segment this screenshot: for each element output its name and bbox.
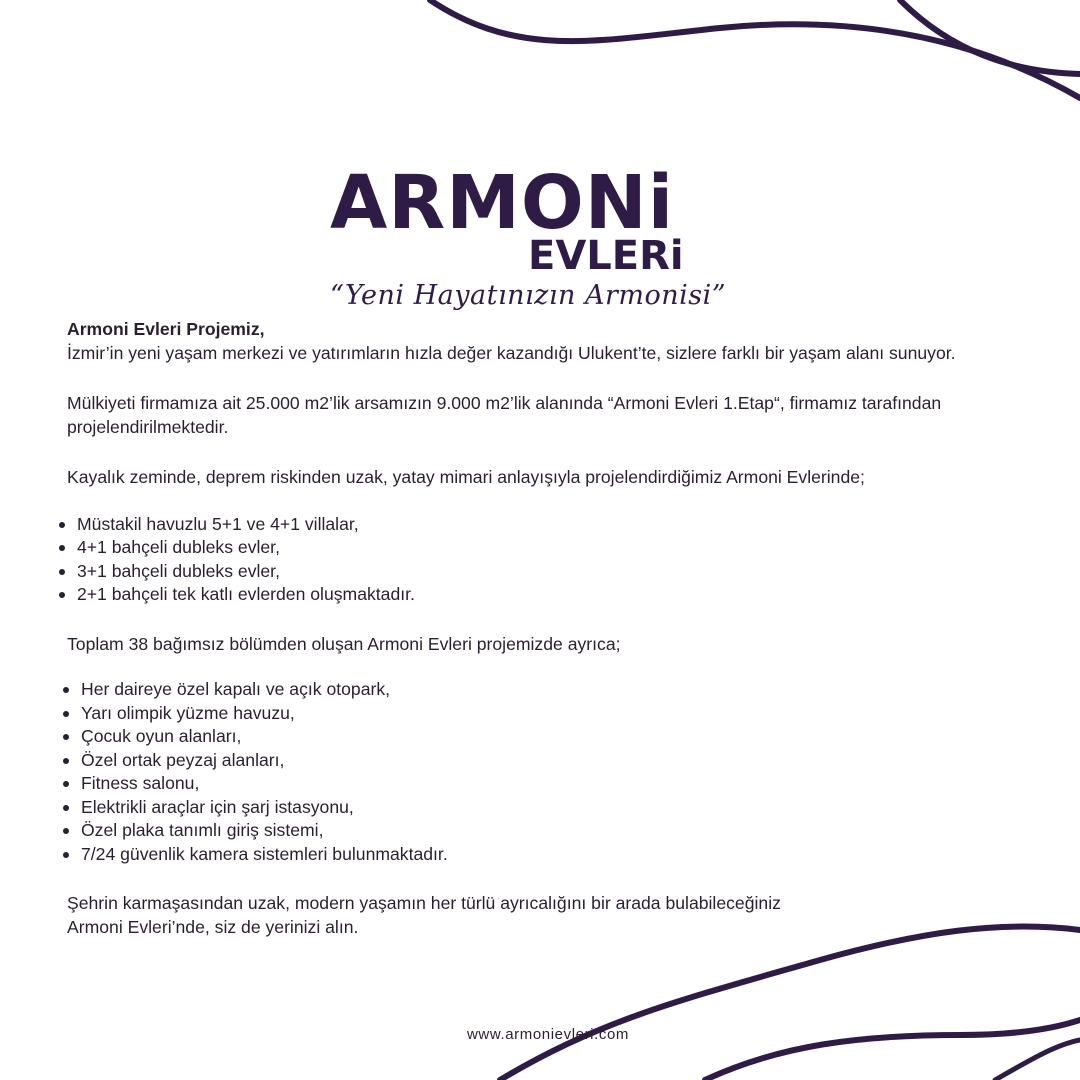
main-content	[67, 318, 1027, 939]
unit-types-list	[59, 513, 1027, 607]
list-item: Yarı olimpik yüzme havuzu,	[63, 702, 1027, 726]
amenities-list	[63, 678, 1027, 866]
list-item: Özel plaka tanımlı giriş sistemi,	[63, 819, 1027, 843]
list-item: Çocuk oyun alanları,	[63, 725, 1027, 749]
list-item: Fitness salonu,	[63, 772, 1027, 796]
ground-description: Kayalık zeminde, deprem riskinden uzak, yatay mimari anlayışıyla projelendirdiğimiz Armoni Evlerinde;	[67, 467, 865, 487]
project-description: Mülkiyeti firmamıza ait 25.000 m2’lik arsamızın 9.000 m2’lik alanında “Armoni Evleri 1.Etap“, firmamız tarafından projelendirilmektedir.	[67, 393, 942, 437]
brand-logo-name: ARMONi	[330, 160, 675, 246]
top-wave-line-1	[430, 0, 1080, 98]
list-item: 3+1 bahçeli dubleks evler,	[59, 560, 1027, 584]
list-item: 4+1 bahçeli dubleks evler,	[59, 536, 1027, 560]
intro-title: Armoni Evleri Projemiz,	[67, 319, 265, 339]
brand-slogan: “Yeni Hayatınızın Armonisi”	[330, 280, 727, 311]
intro-text: İzmir’in yeni yaşam merkezi ve yatırımların hızla değer kazandığı Ulukent’te, sizlere farklı bir yaşam alanı sunuyor.	[67, 342, 956, 363]
website-url[interactable]: www.armonievleri.com	[466, 1026, 630, 1043]
list-item: Elektrikli araçlar için şarj istasyonu,	[63, 796, 1027, 820]
list-item: 7/24 güvenlik kamera sistemleri bulunmaktadır.	[63, 843, 1027, 867]
list-item: 2+1 bahçeli tek katlı evlerden oluşmaktadır.	[59, 583, 1027, 607]
amenities-intro: Toplam 38 bağımsız bölümden oluşan Armoni Evleri projemizde ayrıca;	[67, 633, 621, 654]
closing-line-2: Armoni Evleri’nde, siz de yerinizi alın.	[67, 916, 359, 937]
bottom-wave-line-2	[705, 1020, 1080, 1080]
bottom-wave-line-3	[995, 1040, 1080, 1080]
brand-logo-subname: EVLERi	[528, 233, 684, 279]
list-item: Özel ortak peyzaj alanları,	[63, 749, 1027, 773]
list-item: Her daireye özel kapalı ve açık otopark,	[63, 678, 1027, 702]
closing-line-1: Şehrin karmaşasından uzak, modern yaşamın her türlü ayrıcalığını bir arada bulabileceğiniz	[67, 893, 781, 913]
list-item: Müstakil havuzlu 5+1 ve 4+1 villalar,	[59, 513, 1027, 537]
bottom-wave-line-1	[500, 927, 1080, 1080]
